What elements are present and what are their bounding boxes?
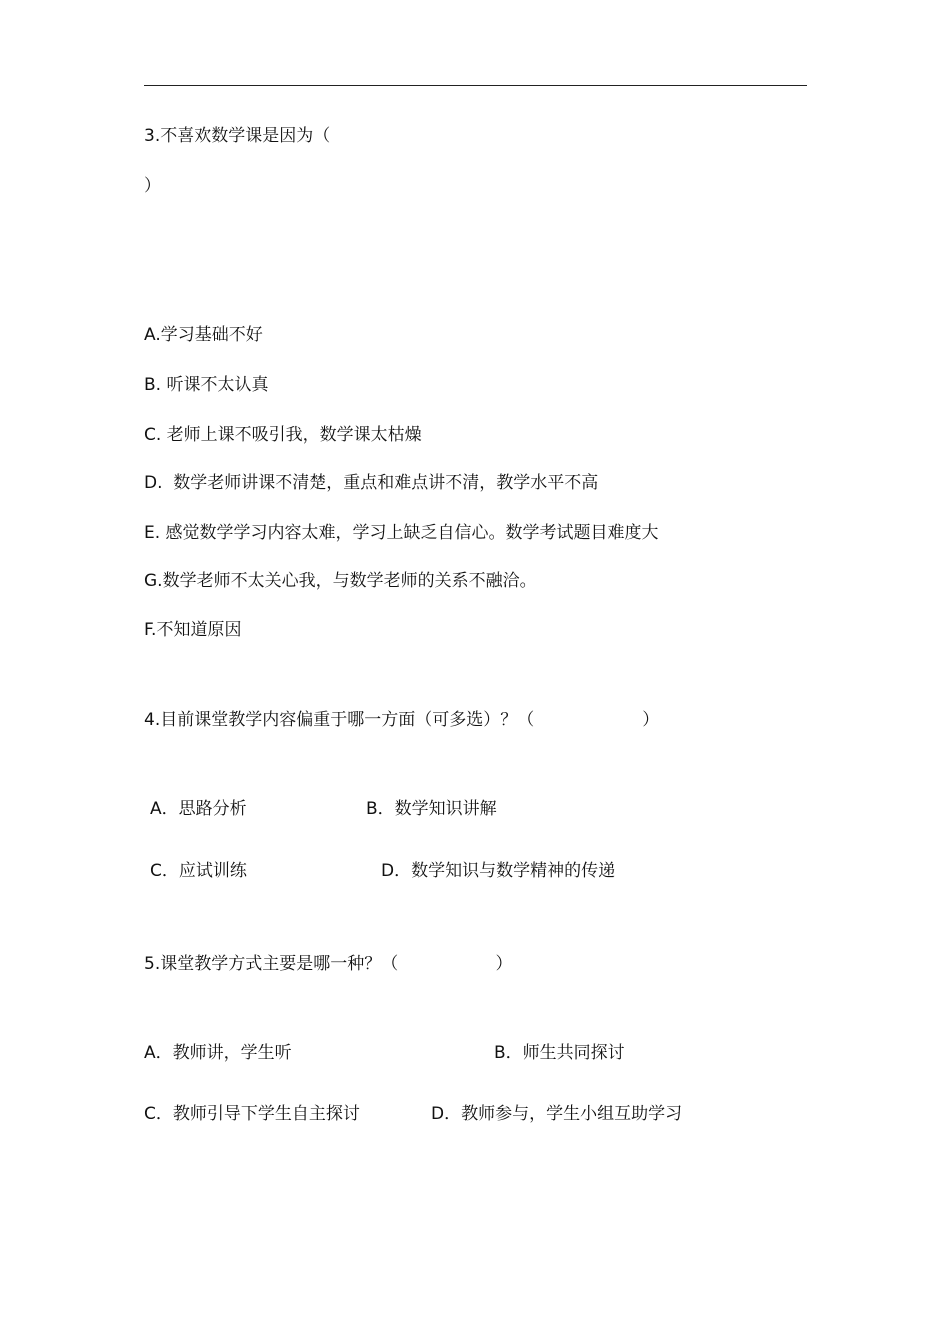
q4-option-a: A．思路分析 <box>150 799 247 819</box>
question-5-stem: 5.课堂教学方式主要是哪一种？（ ） <box>144 954 513 974</box>
q3-option-d: D. 数学老师讲课不清楚，重点和难点讲不清，教学水平不高 <box>144 473 599 493</box>
header-rule <box>144 85 807 86</box>
q3-option-f: F.不知道原因 <box>144 620 242 640</box>
q5-option-b: B．师生共同探讨 <box>494 1043 625 1063</box>
question-4-stem: 4.目前课堂教学内容偏重于哪一方面（可多选）？（ ） <box>144 710 660 730</box>
question-3-stem: 3.不喜欢数学课是因为（ <box>144 126 331 146</box>
q3-option-a: A.学习基础不好 <box>144 325 263 345</box>
q5-option-a: A．教师讲，学生听 <box>144 1043 292 1063</box>
question-3-paren-close: ） <box>144 176 161 196</box>
q5-option-d: D．教师参与，学生小组互助学习 <box>431 1104 683 1124</box>
q4-option-c: C．应试训练 <box>150 861 247 881</box>
q4-option-b: B．数学知识讲解 <box>366 799 497 819</box>
q5-option-c: C．教师引导下学生自主探讨 <box>144 1104 360 1124</box>
q4-option-d: D．数学知识与数学精神的传递 <box>381 861 616 881</box>
q3-option-c: C. 老师上课不吸引我，数学课太枯燥 <box>144 425 422 445</box>
q3-option-e: E. 感觉数学学习内容太难，学习上缺乏自信心。数学考试题目难度大 <box>144 523 659 543</box>
q3-option-b: B. 听课不太认真 <box>144 375 269 395</box>
q3-option-g: G.数学老师不太关心我，与数学老师的关系不融洽。 <box>144 571 537 591</box>
